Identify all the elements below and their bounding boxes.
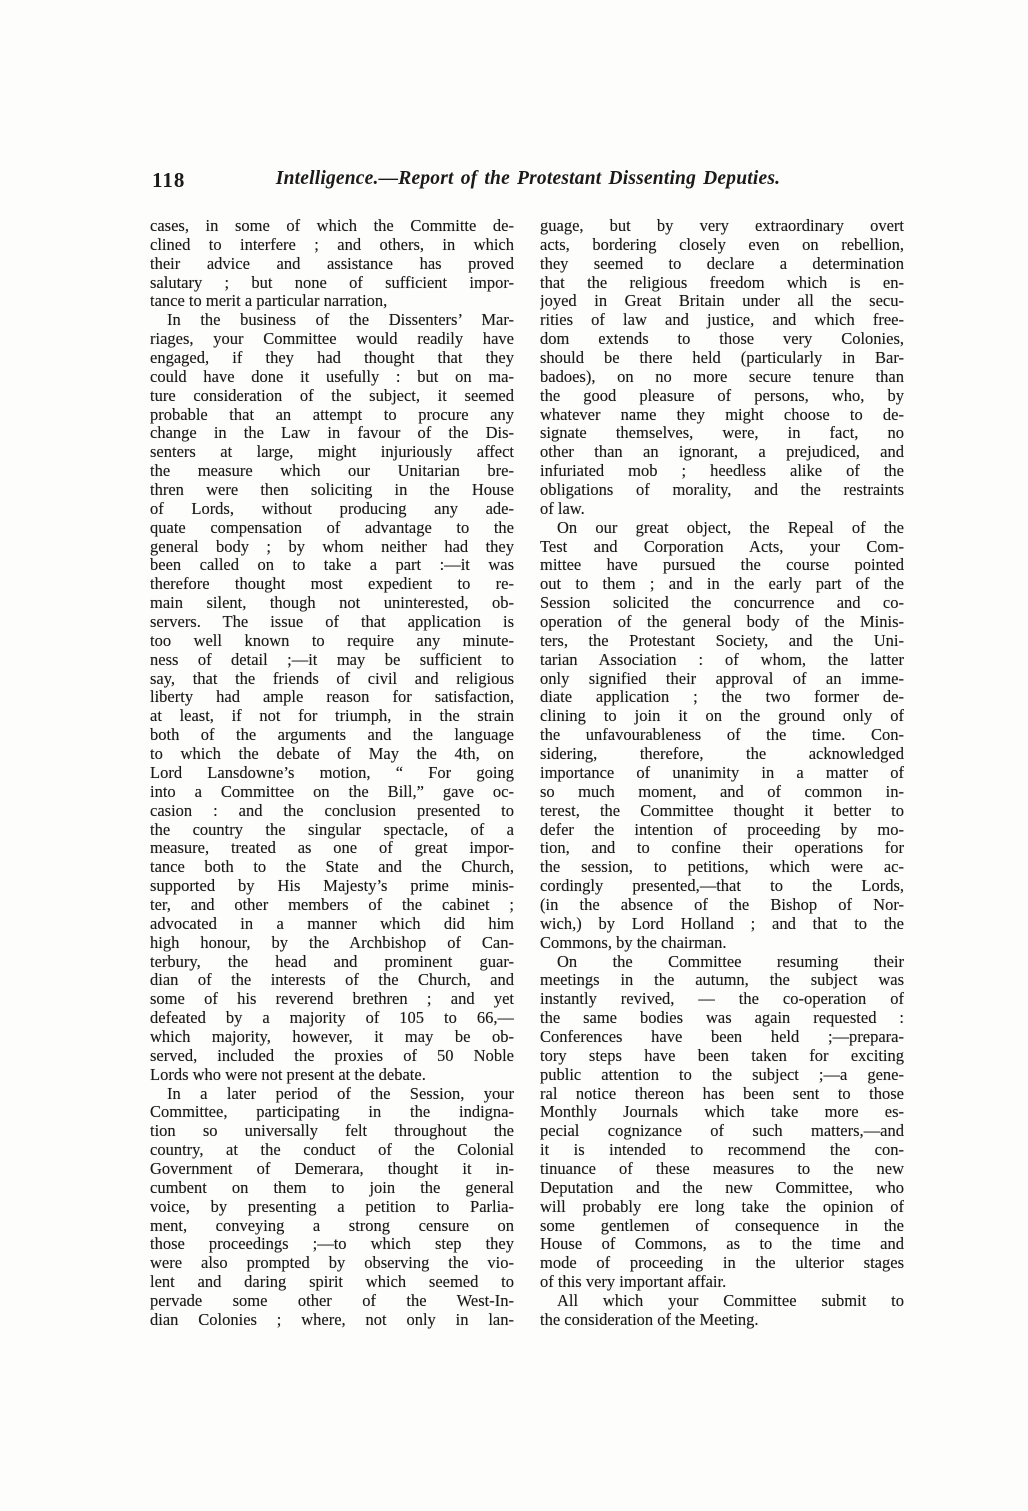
text-line: advocated in a manner which did him [150,914,514,933]
text-line: servers. The issue of that application is [150,613,514,632]
text-line: out to them ; and in the early part of the [540,575,904,594]
text-line: of Lords, without producing any ade- [150,499,514,518]
text-line: supported by His Majesty’s prime minis- [150,877,514,896]
text-line: Lord Lansdowne’s motion, “ For going [150,763,514,782]
text-line: probable that an attempt to procure any [150,405,514,424]
text-line: guage, but by very extraordinary overt [540,217,904,235]
text-line: House of Commons, as to the time and [540,1235,904,1254]
text-line: they seemed to declare a determination [540,254,904,273]
text-line: defeated by a majority of 105 to 66,— [150,1009,514,1028]
text-line: quate compensation of advantage to the [150,518,514,537]
text-body [150,217,904,1330]
paragraph [540,1292,904,1330]
text-line: signate themselves, were, in fact, no [540,424,904,443]
text-line: ture consideration of the subject, it seemed [150,386,514,405]
text-line: tance both to the State and the Church, [150,858,514,877]
text-line: importance of unanimity in a matter of [540,763,904,782]
paragraph [150,217,514,311]
text-line: will probably ere long take the opinion of [540,1197,904,1216]
text-line: whatever name they might choose to de- [540,405,904,424]
text-line: casion : and the conclusion presented to [150,801,514,820]
text-line: served, included the proxies of 50 Noble [150,1046,514,1065]
text-line: ter, and other members of the cabinet ; [150,895,514,914]
text-line: dian Colonies ; where, not only in lan- [150,1310,514,1329]
text-line: which majority, however, it may be ob- [150,1027,514,1046]
text-line: public attention to the subject ;—a gene- [540,1065,904,1084]
text-line: tion so universally felt throughout the [150,1122,514,1141]
text-line: only signified their approval of an imme- [540,669,904,688]
text-line: mittee have pursued the course pointed [540,556,904,575]
text-line: other than an ignorant, a prejudiced, and [540,443,904,462]
text-line: tance to merit a particular narration, [150,292,388,311]
text-line: the unfavourableness of the time. Con- [540,726,904,745]
text-line: to which the debate of May the 4th, on [150,745,514,764]
text-line: cases, in some of which the Committe de- [150,217,514,235]
text-line: the same bodies was again requested : [540,1009,904,1028]
text-line: (in the absence of the Bishop of Nor- [540,895,904,914]
page-number: 118 [152,168,186,192]
text-line: mode of proceeding in the ulterior stages [540,1254,904,1273]
text-line: diate application ; the two former de- [540,688,904,707]
text-line: cumbent on them to join the general [150,1178,514,1197]
text-line: All which your Committee submit to [557,1291,904,1310]
text-line: clining to join it on the ground only of [540,707,904,726]
text-line: high honour, by the Archbishop of Can- [150,933,514,952]
text-line: infuriated mob ; heedless alike of the [540,462,904,481]
text-line: terbury, the head and prominent guar- [150,952,514,971]
paragraph [540,217,904,519]
text-line: In the business of the Dissenters’ Mar- [167,311,514,330]
text-line: the measure which our Unitarian bre- [150,462,514,481]
text-line: of law. [540,499,585,518]
text-line: could have done it usefully : but on ma- [150,367,514,386]
text-line: general body ; by whom neither had they [150,537,514,556]
text-line: the consideration of the Meeting. [540,1310,759,1329]
left-column [150,217,514,1330]
text-line: On our great object, the Repeal of the [557,518,904,537]
text-line: pecial cognizance of such matters,—and [540,1122,904,1141]
text-line: clined to interfere ; and others, in which [150,235,514,254]
text-line: salutary ; but none of sufficient impor- [150,273,514,292]
text-line: change in the Law in favour of the Dis- [150,424,514,443]
text-line: measure, treated as one of great impor- [150,839,514,858]
text-line: so much moment, and of common in- [540,782,904,801]
text-line: at least, if not for triumph, in the strain [150,707,514,726]
text-line: should be there held (particularly in Bar- [540,349,904,368]
text-line: too well known to require any minute- [150,631,514,650]
text-line: obligations of morality, and the restraints [540,481,904,500]
text-line: say, that the friends of civil and religious [150,669,514,688]
text-line: ral notice thereon has been sent to those [540,1084,904,1103]
text-line: some gentlemen of consequence in the [540,1216,904,1235]
paragraph [540,519,904,953]
text-line: joyed in Great Britain under all the secu- [540,292,904,311]
running-title: Intelligence.—Report of the Protestant Dissenting Deputies. [275,168,781,189]
text-line: badoes), on no more secure tenure than [540,367,904,386]
text-line: dian of the interests of the Church, and [150,971,514,990]
text-line: instantly revived, — the co-operation of [540,990,904,1009]
text-line: lent and daring spirit which seemed to [150,1273,514,1292]
text-line: liberty had ample reason for satisfaction, [150,688,514,707]
text-line: riages, your Committee would readily have [150,330,514,349]
text-line: Committee, participating in the indigna- [150,1103,514,1122]
text-line: defer the intention of proceeding by mo- [540,820,904,839]
text-line: ters, the Protestant Society, and the Uni- [540,631,904,650]
text-line: meetings in the autumn, the subject was [540,971,904,990]
paragraph [150,311,514,1084]
text-line: Test and Corporation Acts, your Com- [540,537,904,556]
text-line: the good pleasure of persons, who, by [540,386,904,405]
text-line: that the religious freedom which is en- [540,273,904,292]
text-line: operation of the general body of the Minis- [540,613,904,632]
text-line: In a later period of the Session, your [167,1084,514,1103]
text-line: Monthly Journals which take more es- [540,1103,904,1122]
text-line: sidering, therefore, the acknowledged [540,745,904,764]
text-line: Conferences have been held ;—prepara- [540,1027,904,1046]
text-line: the session, to petitions, which were ac- [540,858,904,877]
text-line: ment, conveying a strong censure on [150,1216,514,1235]
text-line: pervade some other of the West-In- [150,1291,514,1310]
text-line: cordingly presented,—that to the Lords, [540,877,904,896]
text-line: engaged, if they had thought that they [150,349,514,368]
text-line: Government of Demerara, thought it in- [150,1159,514,1178]
text-line: those proceedings ;—to which step they [150,1235,514,1254]
text-line: both of the arguments and the language [150,726,514,745]
text-line: tinuance of these measures to the new [540,1159,904,1178]
page-header [150,168,906,196]
text-line: dom extends to those very Colonies, [540,330,904,349]
right-column [540,217,904,1330]
text-line: country, at the conduct of the Colonial [150,1141,514,1160]
text-line: therefore thought most expedient to re- [150,575,514,594]
text-line: Session solicited the concurrence and co- [540,594,904,613]
text-line: thren were then soliciting in the House [150,481,514,500]
text-line: ness of detail ;—it may be sufficient to [150,650,514,669]
text-line: wich,) by Lord Holland ; and that to the [540,914,904,933]
text-line: the country the singular spectacle, of a [150,820,514,839]
text-line: voice, by presenting a petition to Parlia- [150,1197,514,1216]
text-line: terest, the Committee thought it better to [540,801,904,820]
text-line: main silent, though not uninterested, ob- [150,594,514,613]
text-line: On the Committee resuming their [557,952,904,971]
text-line: of this very important affair. [540,1273,727,1292]
text-line: their advice and assistance has proved [150,254,514,273]
text-line: were also prompted by observing the vio- [150,1254,514,1273]
text-line: into a Committee on the Bill,” gave oc- [150,782,514,801]
text-line: Commons, by the chairman. [540,933,727,952]
text-line: some of his reverend brethren ; and yet [150,990,514,1009]
text-line: been called on to take a part :—it was [150,556,514,575]
text-line: acts, bordering closely even on rebellion, [540,235,904,254]
text-line: rities of law and justice, and which free- [540,311,904,330]
paragraph [150,1085,514,1330]
paragraph [540,953,904,1292]
text-line: Deputation and the new Committee, who [540,1178,904,1197]
text-line: Lords who were not present at the debate. [150,1065,426,1084]
text-line: it is intended to recommend the con- [540,1141,904,1160]
text-line: tion, and to confine their operations for [540,839,904,858]
text-line: senters at large, might injuriously affect [150,443,514,462]
text-line: tory steps have been taken for exciting [540,1046,904,1065]
text-line: tarian Association : of whom, the latter [540,650,904,669]
